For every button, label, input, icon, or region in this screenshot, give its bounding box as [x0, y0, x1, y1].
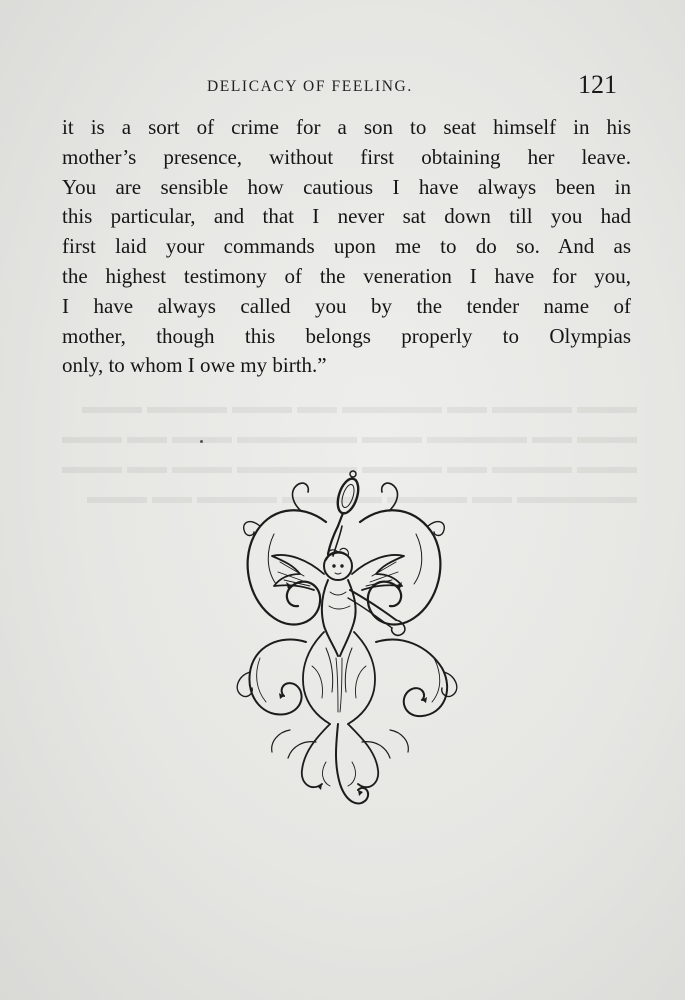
bleed-through-texture: ▬▬▬ ▬▬▬▬ ▬▬ ▬▬▬▬▬ ▬▬ ▬▬▬ ▬▬▬▬ ▬▬▬ ▬▬▬ ▬▬ ▬▬▬▬▬ ▬▬▬ ▬▬▬▬▬▬ ▬▬▬ ▬▬ ▬▬▬ ▬▬▬ ▬▬▬▬ ▬▬ ▬▬▬▬ ▬▬▬▬▬▬ ▬▬▬ ▬▬ ▬▬▬ ▬▬▬▬▬▬ ▬▬ ▬▬▬▬ ▬▬▬▬▬ ▬▬▬▬ ▬▬ ▬▬▬: [62, 396, 637, 508]
text-line: mother’s presence, without first obtaining her leave.: [62, 144, 631, 169]
text-line: You are sensible how cautious I have always been in: [62, 174, 631, 199]
running-head: [0, 70, 685, 102]
text-line: mother, though this belongs properly to Olympias: [62, 323, 631, 348]
running-title: DELICACY OF FEELING.: [207, 78, 413, 95]
text-line: the highest testimony of the veneration I have for you,: [62, 263, 631, 288]
text-line: only, to whom I owe my birth.”: [62, 353, 327, 378]
text-line: it is a sort of crime for a son to seat himself in his: [62, 115, 631, 139]
text-line: this particular, and that I never sat down till you had: [62, 204, 631, 229]
body-paragraph: [62, 113, 631, 381]
text-line: I have always called you by the tender name of: [62, 293, 631, 318]
ink-speck: [200, 440, 203, 443]
cherub-scroll-ornament-icon: [230, 462, 462, 812]
page-number: 121: [578, 70, 617, 99]
text-line: first laid your commands upon me to do so. And as: [62, 234, 631, 259]
